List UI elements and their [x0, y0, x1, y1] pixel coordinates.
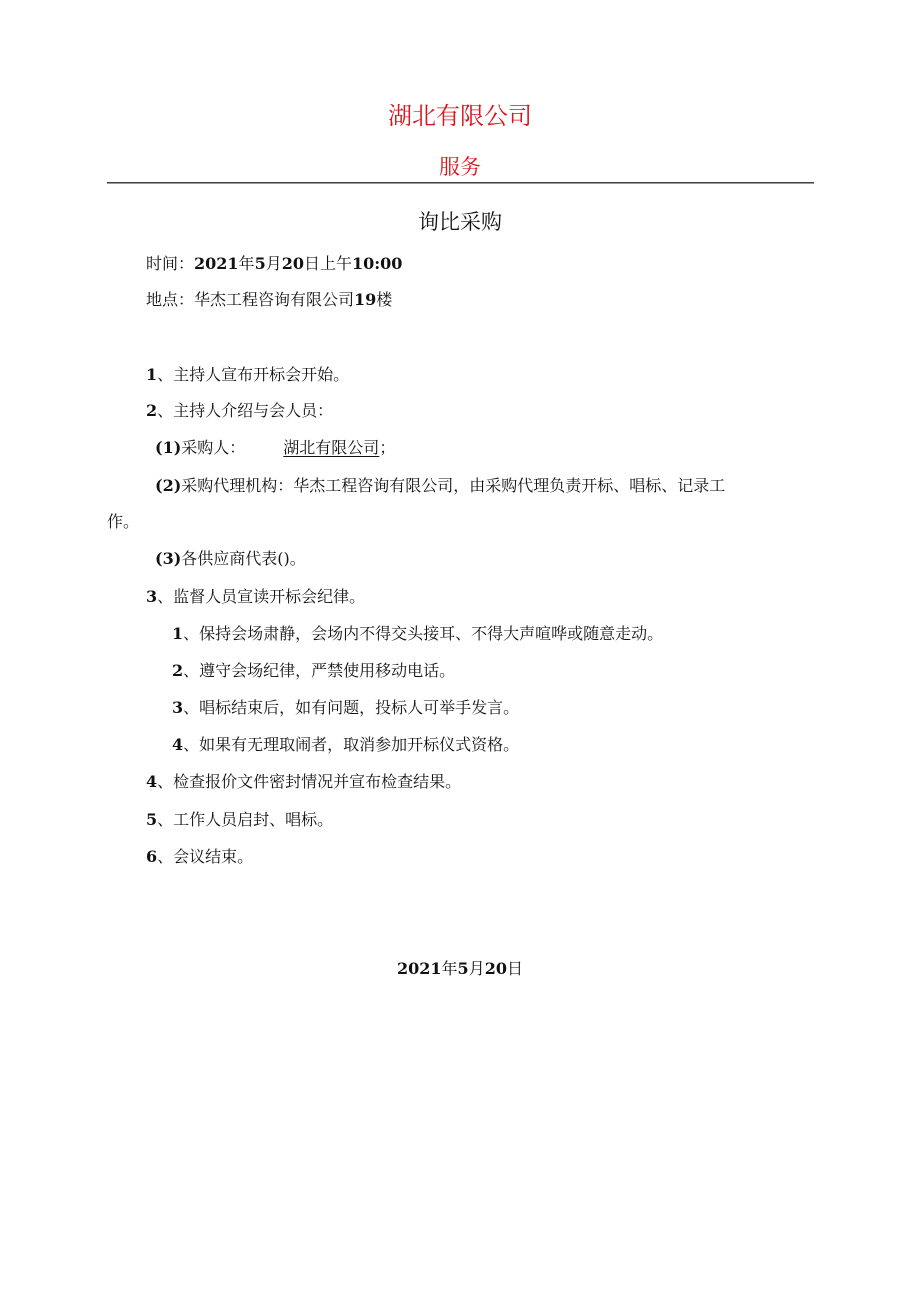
footer-year: 2021 [397, 959, 442, 978]
agenda-item-1-text: 、主持人宣布开标会开始。 [157, 365, 350, 384]
discipline-rule-3 [172, 696, 519, 720]
agenda-item-4 [146, 770, 461, 794]
attendee-agency [155, 474, 725, 498]
footer-year-unit: 年 [441, 959, 458, 978]
time-year-unit: 年 [238, 254, 255, 273]
attendee-purchaser [155, 436, 395, 460]
agenda-item-6 [146, 845, 253, 869]
agenda-item-2 [146, 399, 333, 423]
discipline-rule-2-text: 、遵守会场纪律，严禁使用移动电话。 [183, 661, 456, 680]
attendee-suppliers-num: (3) [155, 549, 182, 568]
agenda-item-3 [146, 585, 365, 609]
agenda-item-6-text: 、会议结束。 [157, 847, 254, 866]
attendee-agency-text: 采购代理机构：华杰工程咨询有限公司，由采购代理负责开标、唱标、记录工 [181, 476, 726, 495]
time-year: 2021 [194, 254, 239, 273]
discipline-rule-4-num: 4 [172, 735, 184, 754]
attendee-purchaser-value: 湖北有限公司 [283, 438, 380, 457]
attendee-agency-continued: 作。 [107, 512, 140, 531]
discipline-rule-1 [172, 622, 663, 646]
discipline-rule-1-text: 、保持会场肃静，会场内不得交头接耳、不得大声喧哗或随意走动。 [183, 624, 664, 643]
time-month-unit: 月 [265, 254, 282, 273]
attendee-purchaser-num: (1) [155, 438, 182, 457]
agenda-item-1 [146, 363, 349, 387]
agenda-item-4-text: 、检查报价文件密封情况并宣布检查结果。 [157, 772, 462, 791]
time-clock: 10:00 [352, 254, 403, 273]
agenda-item-1-num: 1 [146, 365, 158, 384]
agenda-item-3-text: 、监督人员宣读开标会纪律。 [157, 587, 366, 606]
attendee-agency-num: (2) [155, 476, 182, 495]
attendee-purchaser-end: ； [379, 438, 396, 457]
place-floor-unit: 楼 [376, 290, 393, 309]
footer-date [0, 957, 920, 981]
meeting-time [146, 252, 402, 276]
agenda-item-4-num: 4 [146, 772, 158, 791]
time-label: 时间： [146, 254, 195, 273]
footer-day: 20 [484, 959, 507, 978]
place-label: 地点： [146, 290, 195, 309]
attendee-suppliers [155, 547, 306, 571]
place-text: 华杰工程咨询有限公司 [194, 290, 355, 309]
agenda-item-3-num: 3 [146, 587, 158, 606]
attendee-suppliers-text: 各供应商代表()。 [181, 549, 306, 568]
agenda-item-5-num: 5 [146, 810, 158, 829]
agenda-item-2-num: 2 [146, 401, 158, 420]
place-floor: 19 [354, 290, 377, 309]
discipline-rule-2-num: 2 [172, 661, 184, 680]
time-month: 5 [254, 254, 266, 273]
time-day-unit: 日上午 [303, 254, 352, 273]
attendee-purchaser-label: 采购人： [181, 438, 246, 457]
meeting-place [146, 288, 392, 312]
time-day: 20 [281, 254, 304, 273]
agenda-item-2-text: 、主持人介绍与会人员： [157, 401, 334, 420]
discipline-rule-3-num: 3 [172, 698, 184, 717]
agenda-item-6-num: 6 [146, 847, 158, 866]
agenda-item-5-text: 、工作人员启封、唱标。 [157, 810, 334, 829]
discipline-rule-3-text: 、唱标结束后，如有问题，投标人可举手发言。 [183, 698, 520, 717]
footer-month: 5 [457, 959, 469, 978]
company-name: 湖北有限公司 [388, 102, 532, 130]
discipline-rule-4 [172, 733, 519, 757]
agenda-item-5 [146, 808, 333, 832]
footer-day-unit: 日 [506, 959, 523, 978]
discipline-rule-1-num: 1 [172, 624, 184, 643]
department-name: 服务 [439, 155, 481, 179]
discipline-rule-2 [172, 659, 455, 683]
header-divider [107, 182, 814, 184]
document-title: 询比采购 [418, 210, 502, 234]
footer-month-unit: 月 [468, 959, 485, 978]
discipline-rule-4-text: 、如果有无理取闹者，取消参加开标仪式资格。 [183, 735, 520, 754]
